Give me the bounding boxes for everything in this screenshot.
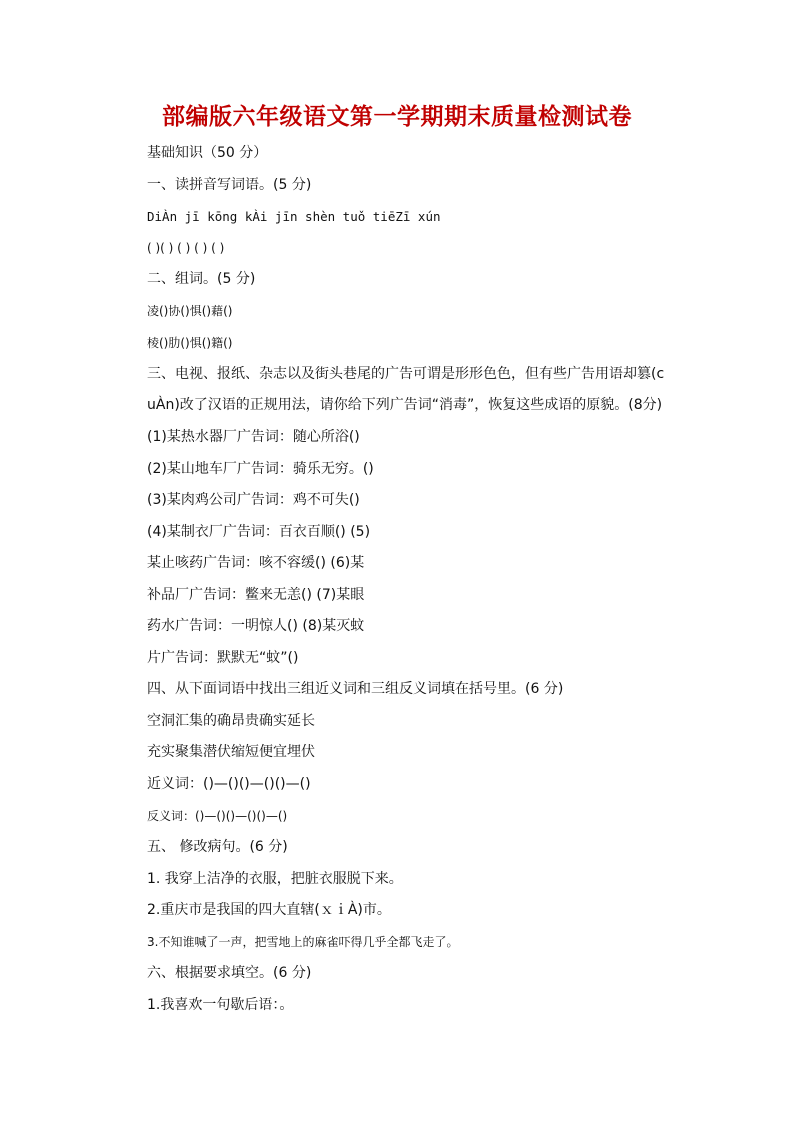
ad-item-8: 片广告词：默默无“蚊”() [147,650,299,666]
synonyms-line: 近义词：()—()()—()()—() [147,776,311,792]
word-list-row-2: 充实聚集潜伏缩短便宜埋伏 [147,744,315,760]
word-group-row-2: 棱()肋()惧()籍() [147,336,233,350]
section-basic-knowledge: 基础知识（50 分） [147,145,268,161]
ad-item-5: 某止咳药广告词：咳不容缓() (6)某 [147,555,365,571]
fill-in-1: 1.我喜欢一句歇后语：。 [147,997,294,1013]
ad-item-6: 补品厂广告词：鳖来无恙() (7)某眼 [147,587,365,603]
pinyin-line: DiÀn jī kōng kÀi jīn shèn tuǒ tiēZī xún [147,209,441,224]
ad-item-4: (4)某制衣厂广告词：百衣百顺() (5) [147,524,371,540]
question-1-heading: 一、读拼音写词语。(5 分) [147,177,312,193]
antonyms-line: 反义词：()—()()—()()—() [147,809,288,823]
word-list-row-1: 空洞汇集的确昂贵确实延长 [147,713,315,729]
question-4-heading: 四、从下面词语中找出三组近义词和三组反义词填在括号里。(6 分) [147,681,564,697]
sentence-3: 3.不知谁喊了一声，把雪地上的麻雀吓得几乎全都飞走了。 [147,935,459,949]
ad-item-1: (1)某热水器厂广告词：随心所浴() [147,429,360,445]
ad-item-2: (2)某山地车厂广告词：骑乐无穷。() [147,461,374,477]
ad-item-3: (3)某肉鸡公司广告词：鸡不可失() [147,492,360,508]
sentence-2: 2.重庆市是我国的四大直辖(ｘｉÀ)市。 [147,902,391,918]
answer-blanks: ( )( ) ( ) ( ) ( ) [147,241,225,255]
word-group-row-1: 凌()协()惧()藉() [147,304,233,318]
question-5-heading: 五、 修改病句。(6 分) [147,839,288,855]
question-6-heading: 六、根据要求填空。(6 分) [147,965,312,981]
ad-item-7: 药水广告词：一明惊人() (8)某灭蚊 [147,618,365,634]
sentence-1: 1. 我穿上洁净的衣服，把脏衣服脱下来。 [147,871,403,887]
question-3-line-2: uÀn)改了汉语的正规用法，请你给下列广告词“消毒”，恢复这些成语的原貌。(8分) [147,397,663,413]
question-3-line-1: 三、电视、报纸、杂志以及街头巷尾的广告可谓是形形色色，但有些广告用语却篡(c [147,366,665,382]
page-title: 部编版六年级语文第一学期期末质量检测试卷 [162,103,632,130]
question-2-heading: 二、组词。(5 分) [147,271,256,287]
